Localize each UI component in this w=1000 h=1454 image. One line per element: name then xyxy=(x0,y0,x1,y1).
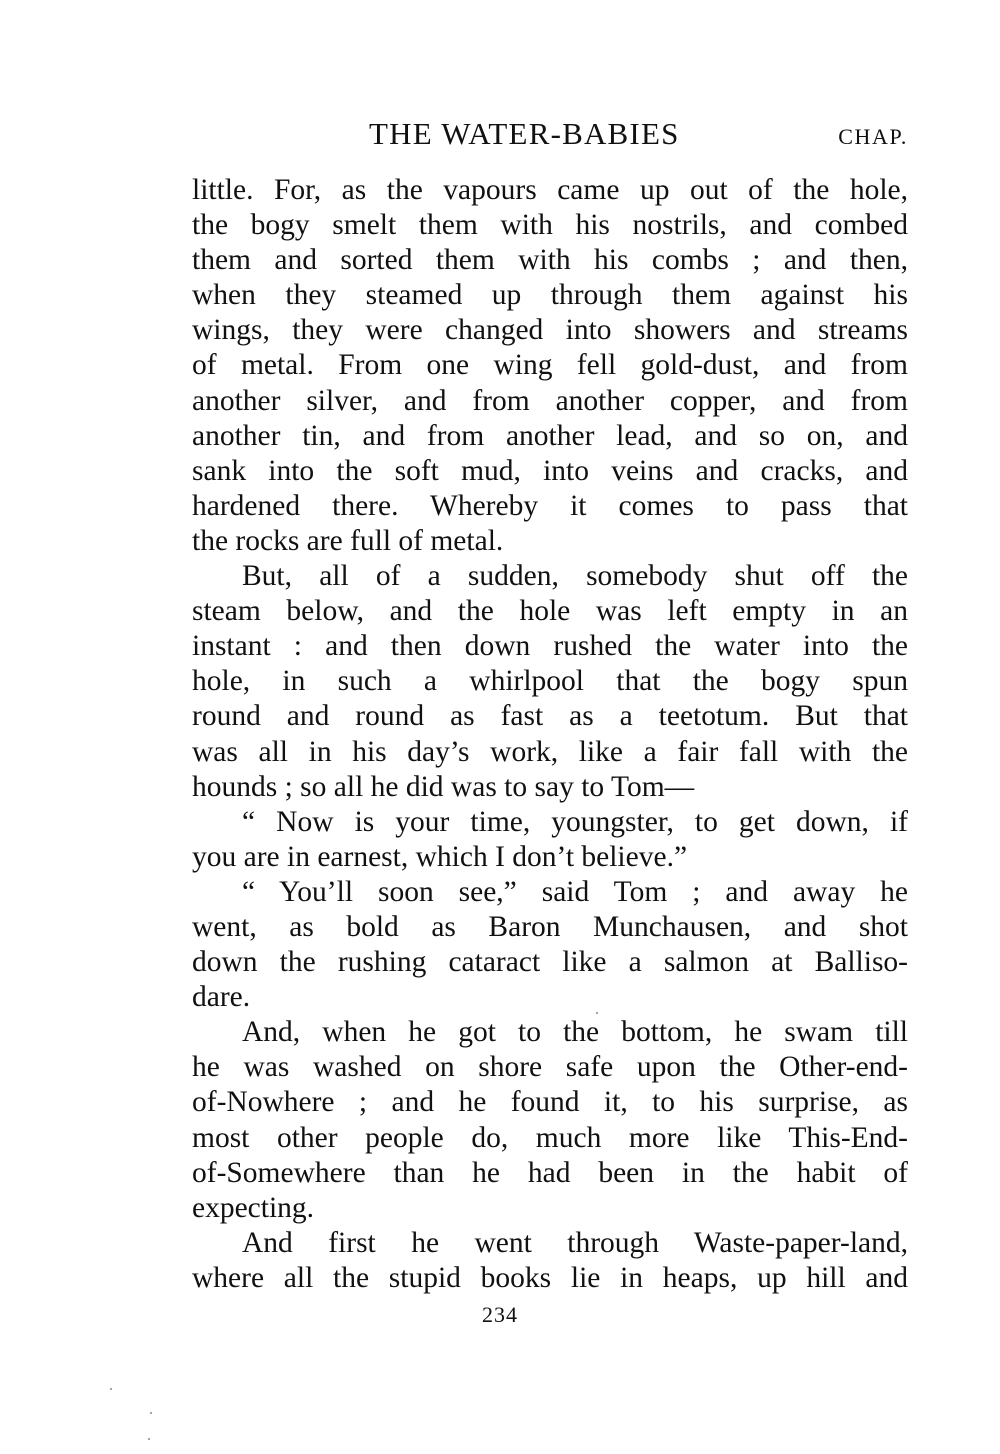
text-line: he was washed on shore safe upon the Other-end- xyxy=(192,1051,908,1084)
text-line: round and round as fast as a teetotum. But that xyxy=(192,700,908,733)
text-line: hole, in such a whirlpool that the bogy spun xyxy=(192,665,908,698)
text-line: the rocks are full of metal. xyxy=(192,524,504,557)
text-line: you are in earnest, which I don’t believe.” xyxy=(192,840,688,873)
text-line: “ You’ll soon see,” said Tom ; and away he xyxy=(242,875,908,908)
page-number: 234 xyxy=(482,1302,518,1327)
text-line: of-Nowhere ; and he found it, to his surprise, as xyxy=(192,1086,908,1119)
text-line: of-Somewhere than he had been in the habit of xyxy=(192,1156,908,1189)
text-line: was all in his day’s work, like a fair fall with the xyxy=(192,735,908,768)
text-line: expecting. xyxy=(192,1191,315,1224)
body-text xyxy=(192,173,908,1296)
text-line: But, all of a sudden, somebody shut off the xyxy=(242,560,908,593)
text-line: them and sorted them with his combs ; and then, xyxy=(192,244,908,277)
print-speck xyxy=(596,1012,598,1014)
text-line: the bogy smelt them with his nostrils, and combed xyxy=(192,209,908,242)
text-line: And first he went through Waste-paper-land, xyxy=(242,1226,908,1259)
text-line: And, when he got to the bottom, he swam till xyxy=(242,1016,908,1049)
text-line: where all the stupid books lie in heaps, up hill and xyxy=(192,1261,908,1294)
text-line: went, as bold as Baron Munchausen, and shot xyxy=(192,910,908,943)
text-line: hardened there. Whereby it comes to pass that xyxy=(192,489,908,522)
text-line: steam below, and the hole was left empty in an xyxy=(192,595,908,628)
print-speck xyxy=(148,1438,150,1440)
text-line: dare. xyxy=(192,981,251,1014)
chapter-label: CHAP. xyxy=(838,124,908,149)
text-line: of metal. From one wing fell gold-dust, and from xyxy=(192,349,908,382)
text-line: another silver, and from another copper, and from xyxy=(192,384,908,417)
text-line: wings, they were changed into showers and streams xyxy=(192,314,908,347)
text-line: most other people do, much more like This-End- xyxy=(192,1121,908,1154)
text-line: “ Now is your time, youngster, to get down, if xyxy=(242,805,908,838)
print-speck xyxy=(110,1388,112,1390)
text-line: instant : and then down rushed the water into the xyxy=(192,630,908,663)
text-line: when they steamed up through them against his xyxy=(192,279,908,312)
text-line: hounds ; so all he did was to say to Tom— xyxy=(192,770,695,803)
running-head xyxy=(192,112,908,156)
text-line: sank into the soft mud, into veins and cracks, and xyxy=(192,454,908,487)
text-line: little. For, as the vapours came up out of the hole, xyxy=(192,174,908,206)
running-title: THE WATER-BABIES xyxy=(369,116,680,151)
text-line: another tin, and from another lead, and so on, and xyxy=(192,419,908,452)
text-line: down the rushing cataract like a salmon at Balliso- xyxy=(192,946,908,979)
print-speck xyxy=(150,1412,152,1414)
